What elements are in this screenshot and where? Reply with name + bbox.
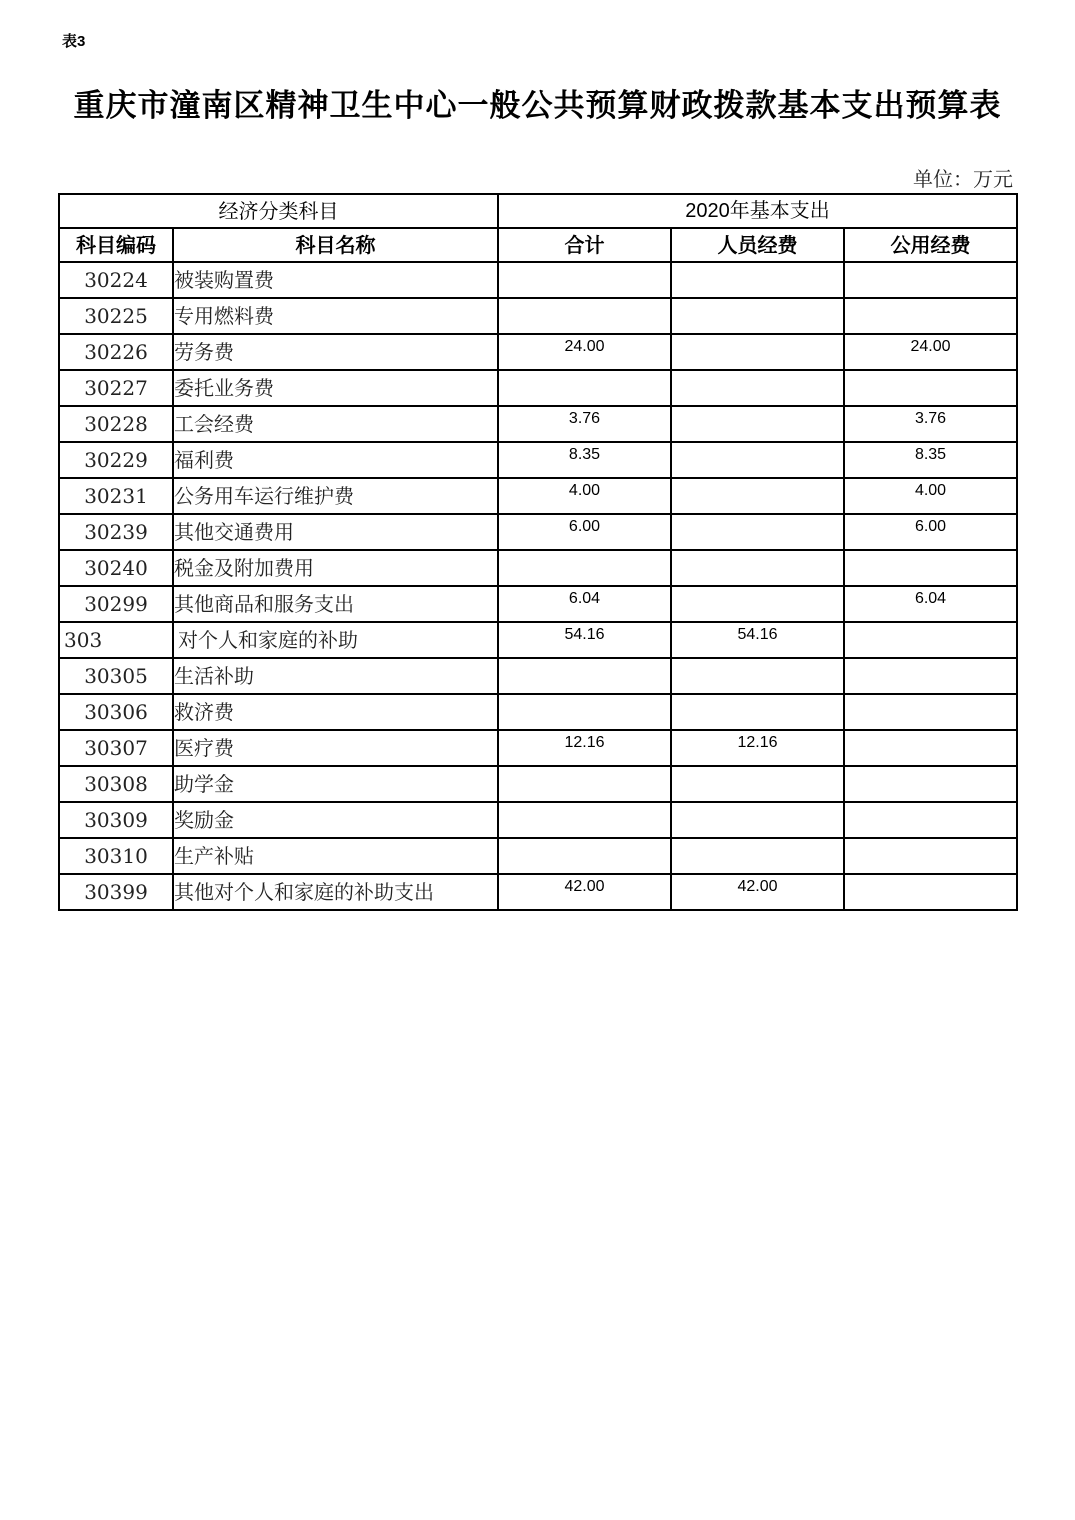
- public-expense-cell: [844, 838, 1017, 874]
- subject-name-cell: 医疗费: [173, 730, 498, 766]
- subject-name-cell: 奖励金: [173, 802, 498, 838]
- table-row: [59, 874, 1017, 910]
- total-cell: [498, 262, 671, 298]
- public-expense-cell: [844, 694, 1017, 730]
- unit-label: 单位：万元: [913, 167, 1013, 191]
- personnel-expense-cell: 54.16: [671, 622, 844, 658]
- table-row: [59, 586, 1017, 622]
- total-cell: [498, 694, 671, 730]
- total-cell: [498, 370, 671, 406]
- total-cell: [498, 838, 671, 874]
- table-row: [59, 370, 1017, 406]
- public-expense-cell: 4.00: [844, 478, 1017, 514]
- total-cell: 12.16: [498, 730, 671, 766]
- public-expense-cell: 8.35: [844, 442, 1017, 478]
- table-row: [59, 478, 1017, 514]
- document-title: 重庆市潼南区精神卫生中心一般公共预算财政拨款基本支出预算表: [73, 88, 1002, 124]
- subject-name-cell: 生活补助: [173, 658, 498, 694]
- total-cell: 6.00: [498, 514, 671, 550]
- total-cell: 3.76: [498, 406, 671, 442]
- budget-table: [58, 193, 1018, 911]
- table-row: [59, 802, 1017, 838]
- subject-code-cell: 30306: [59, 694, 173, 730]
- header-economic-classification: 经济分类科目: [59, 194, 498, 228]
- subject-name-cell: 委托业务费: [173, 370, 498, 406]
- table-label: 表3: [62, 33, 86, 50]
- total-cell: [498, 550, 671, 586]
- total-cell: [498, 802, 671, 838]
- subject-name-cell: 劳务费: [173, 334, 498, 370]
- subject-code-cell: 30399: [59, 874, 173, 910]
- subject-code-cell: 30227: [59, 370, 173, 406]
- subject-code-cell: 30305: [59, 658, 173, 694]
- table-row: [59, 442, 1017, 478]
- subject-code-cell: 30225: [59, 298, 173, 334]
- header-total: 合计: [498, 228, 671, 262]
- subject-name-cell: 专用燃料费: [173, 298, 498, 334]
- personnel-expense-cell: [671, 370, 844, 406]
- subject-code-cell: 30299: [59, 586, 173, 622]
- subject-code-cell: 30228: [59, 406, 173, 442]
- total-cell: [498, 658, 671, 694]
- total-cell: [498, 766, 671, 802]
- public-expense-cell: [844, 658, 1017, 694]
- header-public-expense: 公用经费: [844, 228, 1017, 262]
- total-cell: 4.00: [498, 478, 671, 514]
- total-cell: 54.16: [498, 622, 671, 658]
- subject-name-cell: 公务用车运行维护费: [173, 478, 498, 514]
- total-cell: 42.00: [498, 874, 671, 910]
- subject-name-cell: 生产补贴: [173, 838, 498, 874]
- public-expense-cell: [844, 262, 1017, 298]
- subject-code-cell: 30226: [59, 334, 173, 370]
- subject-code-cell: 30309: [59, 802, 173, 838]
- header-subject-name: 科目名称: [173, 228, 498, 262]
- personnel-expense-cell: [671, 514, 844, 550]
- subject-name-cell: 福利费: [173, 442, 498, 478]
- total-cell: [498, 298, 671, 334]
- header-group-row: [59, 194, 1017, 228]
- public-expense-cell: [844, 370, 1017, 406]
- public-expense-cell: 3.76: [844, 406, 1017, 442]
- personnel-expense-cell: [671, 766, 844, 802]
- header-basic-expenditure: 2020年基本支出: [498, 194, 1017, 228]
- public-expense-cell: [844, 622, 1017, 658]
- public-expense-cell: [844, 730, 1017, 766]
- subject-code-cell: 30240: [59, 550, 173, 586]
- public-expense-cell: [844, 802, 1017, 838]
- table-row: [59, 406, 1017, 442]
- public-expense-cell: [844, 550, 1017, 586]
- personnel-expense-cell: [671, 550, 844, 586]
- subject-code-cell: 30239: [59, 514, 173, 550]
- personnel-expense-cell: [671, 406, 844, 442]
- personnel-expense-cell: [671, 262, 844, 298]
- personnel-expense-cell: [671, 334, 844, 370]
- subject-code-cell: 30307: [59, 730, 173, 766]
- public-expense-cell: [844, 874, 1017, 910]
- table-row: [59, 298, 1017, 334]
- subject-name-cell: 其他交通费用: [173, 514, 498, 550]
- header-column-row: [59, 228, 1017, 262]
- personnel-expense-cell: [671, 802, 844, 838]
- subject-name-cell: 工会经费: [173, 406, 498, 442]
- subject-name-cell: 对个人和家庭的补助: [173, 622, 498, 658]
- subject-name-cell: 税金及附加费用: [173, 550, 498, 586]
- table-row: [59, 334, 1017, 370]
- subject-code-cell: 30224: [59, 262, 173, 298]
- personnel-expense-cell: [671, 298, 844, 334]
- total-cell: 6.04: [498, 586, 671, 622]
- table-row: [59, 262, 1017, 298]
- table-row: [59, 550, 1017, 586]
- subject-name-cell: 其他对个人和家庭的补助支出: [173, 874, 498, 910]
- subject-code-cell: 30308: [59, 766, 173, 802]
- personnel-expense-cell: [671, 442, 844, 478]
- public-expense-cell: [844, 766, 1017, 802]
- table-row: [59, 658, 1017, 694]
- total-cell: 24.00: [498, 334, 671, 370]
- subject-name-cell: 助学金: [173, 766, 498, 802]
- subject-code-cell: 30310: [59, 838, 173, 874]
- public-expense-cell: 6.00: [844, 514, 1017, 550]
- header-personnel-expense: 人员经费: [671, 228, 844, 262]
- subject-code-cell: 30229: [59, 442, 173, 478]
- personnel-expense-cell: [671, 838, 844, 874]
- table-row: [59, 622, 1017, 658]
- personnel-expense-cell: [671, 586, 844, 622]
- public-expense-cell: 24.00: [844, 334, 1017, 370]
- personnel-expense-cell: [671, 658, 844, 694]
- table-row: [59, 766, 1017, 802]
- personnel-expense-cell: [671, 478, 844, 514]
- table-row: [59, 838, 1017, 874]
- subject-code-cell: 30231: [59, 478, 173, 514]
- public-expense-cell: 6.04: [844, 586, 1017, 622]
- subject-name-cell: 其他商品和服务支出: [173, 586, 498, 622]
- subject-name-cell: 救济费: [173, 694, 498, 730]
- subject-name-cell: 被装购置费: [173, 262, 498, 298]
- subject-code-cell: 303: [59, 622, 173, 658]
- public-expense-cell: [844, 298, 1017, 334]
- table-row: [59, 730, 1017, 766]
- personnel-expense-cell: [671, 694, 844, 730]
- table-row: [59, 694, 1017, 730]
- total-cell: 8.35: [498, 442, 671, 478]
- header-subject-code: 科目编码: [59, 228, 173, 262]
- personnel-expense-cell: 42.00: [671, 874, 844, 910]
- personnel-expense-cell: 12.16: [671, 730, 844, 766]
- table-row: [59, 514, 1017, 550]
